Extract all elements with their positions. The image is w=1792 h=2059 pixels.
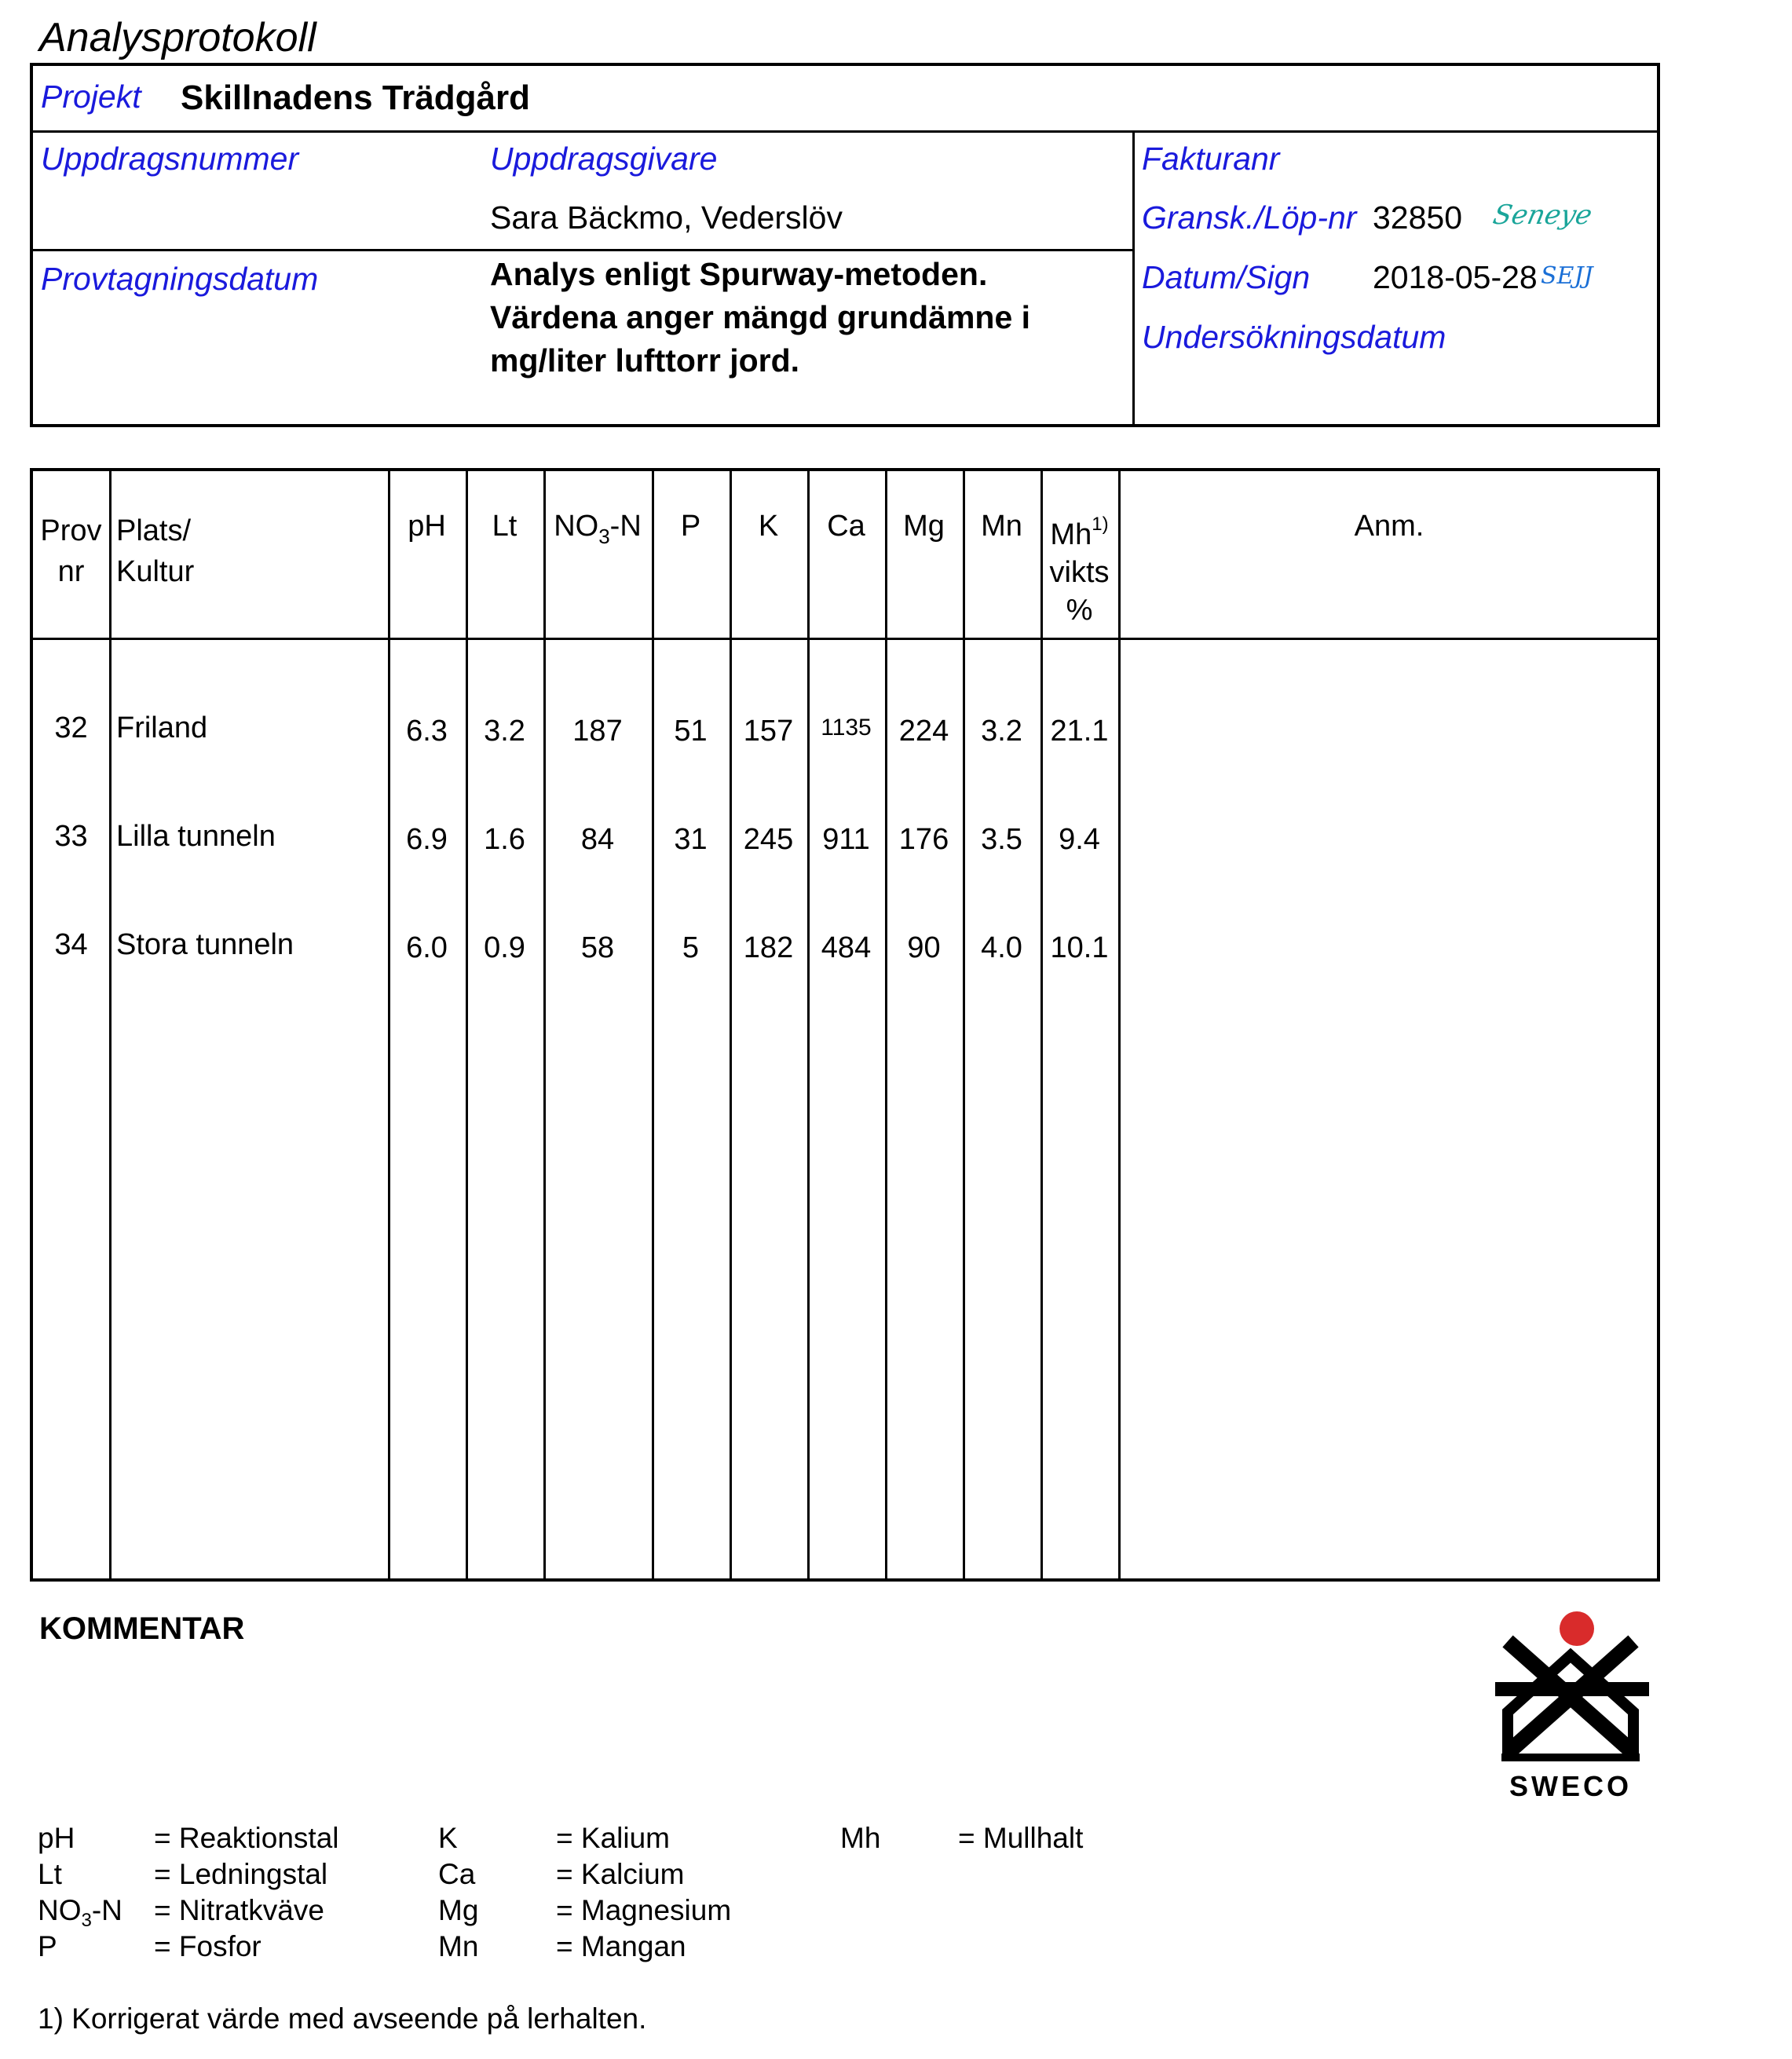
cell-mh: 9.4 [1059,823,1100,856]
column-divider [807,471,810,1578]
cell-p: 5 [682,931,700,964]
legend-abbr: Ca [438,1858,476,1890]
cell-mh: 21.1 [1050,715,1109,748]
document-title: Analysprotokoll [39,15,316,60]
column-divider [1118,471,1121,1578]
cell-no3n: 84 [580,823,615,856]
legend-desc: = Mangan [556,1930,686,1962]
header-nr: nr [57,555,85,588]
cell-mh: 10.1 [1050,931,1109,964]
cell-mn: 3.2 [981,715,1022,748]
sweco-logo-text: SWECO [1509,1770,1632,1802]
header-box [30,63,1660,427]
footnote: 1) Korrigerat värde med avseende på lerhalten. [38,2002,647,2035]
cell-ca: 484 [821,931,872,964]
legend-desc: = Fosfor [154,1930,261,1962]
column-divider [466,471,468,1578]
legend-abbr: Mn [438,1930,479,1962]
cell-mn: 3.5 [981,823,1022,856]
header-percent: % [1066,594,1093,627]
header-ph: pH [408,510,446,543]
projekt-label: Projekt [41,79,141,115]
column-divider [543,471,546,1578]
datum-value: 2018-05-28 [1373,259,1538,295]
column-divider [109,471,112,1578]
cell-ph: 6.3 [406,715,448,748]
provtagningsdatum-label: Provtagningsdatum [41,261,319,297]
legend-abbr-text: NO [38,1894,82,1926]
header-k: K [758,510,779,543]
cell-no3n: 187 [572,715,623,748]
legend-desc: = Magnesium [556,1894,732,1926]
analysis-table [30,468,1660,1582]
legend-desc: = Kalium [556,1822,670,1854]
legend-abbr: pH [38,1822,75,1854]
cell-nr: 32 [54,711,88,744]
header-divider [33,638,1657,640]
legend-abbr: Mh [840,1822,881,1854]
logo-bar [1495,1682,1649,1696]
legend-desc: = Ledningstal [154,1858,328,1890]
cell-lt: 3.2 [484,715,525,748]
divider [33,130,1657,133]
cell-p: 31 [674,823,708,856]
cell-nr: 33 [54,820,88,853]
column-divider [388,471,390,1578]
uppdragsgivare-label: Uppdragsgivare [490,141,718,177]
sweco-logo-mark [1484,1610,1657,1767]
method-line: Analys enligt Spurway-metoden. [490,256,988,292]
header-plats: Plats/ [116,514,192,547]
legend-abbr: Lt [38,1858,62,1890]
legend-abbr-subscript: 3 [81,1910,92,1931]
header-no3n [543,506,652,557]
undersokningsdatum-label: Undersökningsdatum [1142,319,1446,355]
column-divider [652,471,654,1578]
cell-k: 245 [743,823,794,856]
datum-label: Datum/Sign [1142,259,1311,295]
cell-plats: Lilla tunneln [116,820,276,853]
header-mh-footnote-mark: 1) [1092,514,1109,535]
header-no3-subscript: 3 [598,525,610,548]
column-divider [885,471,887,1578]
gransk-value: 32850 [1373,199,1463,236]
header-no3-text: NO [554,510,599,543]
header-ca: Ca [827,510,865,543]
divider [1132,130,1135,427]
header-mn: Mn [981,510,1022,543]
column-divider [963,471,965,1578]
cell-ca: 911 [822,823,870,856]
header-plats-kultur [116,510,194,592]
header-prov-nr [33,510,109,592]
cell-lt: 0.9 [484,931,525,964]
cell-mn: 4.0 [981,931,1022,964]
cell-plats: Friland [116,711,208,744]
legend-abbr-suffix: -N [91,1894,123,1926]
method-line: mg/liter lufttorr jord. [490,342,800,379]
cell-no3n: 58 [580,931,615,964]
divider [33,249,1132,251]
header-kultur: Kultur [116,555,195,588]
uppdragsnummer-label: Uppdragsnummer [41,141,299,177]
cell-p: 51 [674,715,708,748]
header-mg: Mg [903,510,945,543]
cell-mg: 176 [898,823,949,856]
cell-lt: 1.6 [484,823,525,856]
legend-desc: = Nitratkväve [154,1894,324,1926]
column-divider [1040,471,1043,1578]
fakturanr-label: Fakturanr [1142,141,1280,177]
header-p: P [680,510,701,543]
logo-dot [1560,1611,1594,1646]
cell-k: 157 [743,715,794,748]
header-lt: Lt [492,510,517,543]
kommentar-label: KOMMENTAR [39,1611,245,1646]
legend-desc: = Mullhalt [958,1822,1084,1854]
legend-abbr: Mg [438,1894,479,1926]
cell-mg: 90 [907,931,941,964]
header-prov: Prov [40,514,102,547]
legend-desc: = Reaktionstal [154,1822,339,1854]
sweco-logo [1484,1610,1657,1814]
legend-desc: = Kalcium [556,1858,685,1890]
cell-nr: 34 [54,928,88,961]
header-no3-suffix: -N [609,510,642,543]
uppdragsgivare-value: Sara Bäckmo, Vederslöv [490,199,843,236]
column-divider [730,471,732,1578]
header-mh [1040,506,1118,629]
header-vikts: vikts [1049,556,1110,589]
legend-abbr: P [38,1930,57,1962]
cell-mg: 224 [898,715,949,748]
legend-abbr [38,1894,123,1932]
reviewer-signature: Seneye [1490,199,1596,231]
cell-ph: 6.9 [406,823,448,856]
cell-plats: Stora tunneln [116,928,294,961]
gransk-label: Gransk./Löp-nr [1142,199,1357,236]
projekt-value: Skillnadens Trädgård [181,79,531,117]
header-mh-text: Mh [1050,518,1092,551]
cell-ph: 6.0 [406,931,448,964]
cell-ca: 1135 [821,715,872,741]
header-anm: Anm. [1354,510,1424,543]
cell-k: 182 [743,931,794,964]
date-signature: SEJJ [1541,262,1593,290]
legend-abbr: K [438,1822,458,1854]
method-line: Värdena anger mängd grundämne i [490,299,1031,335]
header-mh-line [1040,506,1118,554]
method-description [490,253,1030,382]
